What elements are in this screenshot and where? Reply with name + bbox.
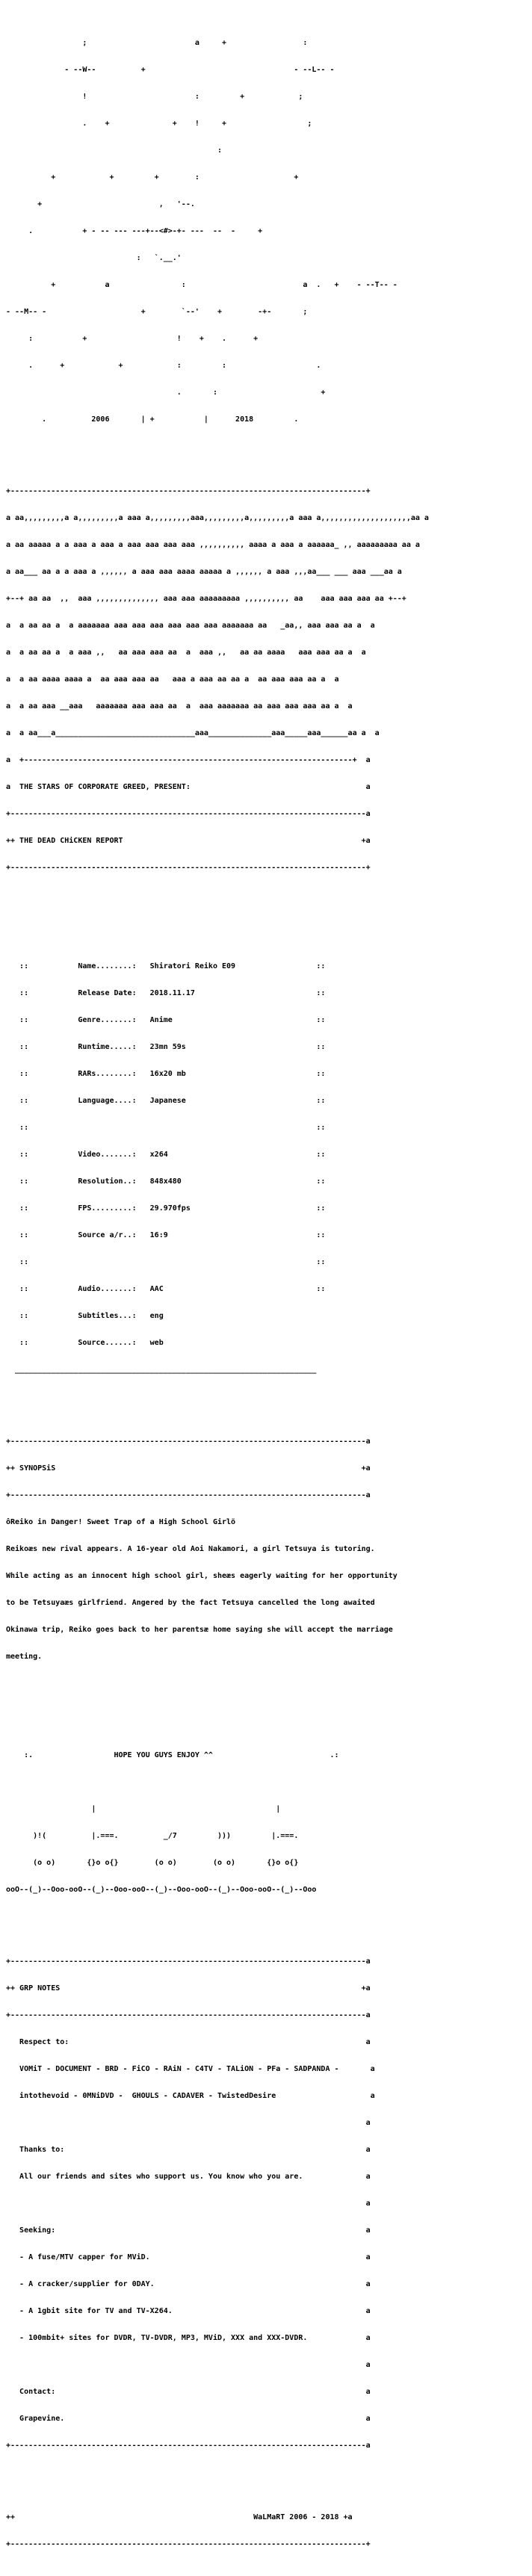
info-row: :: ::: [6, 1258, 326, 1266]
enjoy-line: [6, 1778, 429, 1787]
section-border: +-------------------------------------------------------------------------------a: [6, 1491, 371, 1499]
header-art-line: ! : + ;: [6, 93, 303, 101]
header-art-line: + + + : +: [6, 173, 299, 182]
header-art-line: + a : a . + - --T-- -: [6, 281, 398, 289]
logo-line: a a aa aa a a aaaaaaa aaa aaa aaa aaa aaa aaa aaaaaaa aa _aa,, aaa aaa aa a a: [6, 622, 375, 630]
logo-line: +-------------------------------------------------------------------------------+: [6, 487, 371, 495]
header-art-years: . 2006 | + | 2018 .: [6, 415, 299, 424]
notes-line: a: [6, 2119, 371, 2127]
logo-line: a a aa aa a a aaa ,, aa aaa aaa aa a aaa ,, aa aa aaaa aaa aaa aa a a: [6, 648, 366, 657]
notes-line: Seeking: a: [6, 2226, 371, 2235]
group-logo: [6, 469, 429, 891]
info-divider: ___________________________________________________________________: [6, 1366, 317, 1374]
synopsis-line: While acting as an innocent high school girl, sheæs eagerly waiting for her opportunity: [6, 1572, 398, 1580]
logo-line: a a aa___a_______________________________aaa______________aaa_____aaa______aa a a: [6, 729, 380, 737]
grp-notes-section: [6, 1939, 429, 2468]
info-row: :: FPS.........: 29.970fps ::: [6, 1204, 326, 1213]
synopsis-heading: ++ SYNOPSiS +a: [6, 1464, 371, 1473]
section-border: +-------------------------------------------------------------------------------a: [6, 2442, 371, 2450]
header-art-line: ; a + :: [6, 39, 308, 47]
report-title: ++ THE DEAD CHiCKEN REPORT +a: [6, 837, 371, 845]
enjoy-message: :. HOPE YOU GUYS ENJOY ^^ .:: [6, 1751, 339, 1759]
header-art-line: - --M-- - + `--' + -+- ;: [6, 308, 308, 316]
footer-credit: ++ WaLMaRT 2006 - 2018 +a: [6, 2513, 353, 2521]
info-row: :: Language....: Japanese ::: [6, 1097, 326, 1105]
synopsis-line: meeting.: [6, 1653, 43, 1661]
info-row: :: Source......: web: [6, 1339, 164, 1347]
synopsis-section: [6, 1419, 429, 1679]
section-border: +-------------------------------------------------------------------------------a: [6, 2011, 371, 2019]
info-row: :: Source a/r..: 16:9 ::: [6, 1231, 326, 1239]
header-art-line: - --W-- + - --L-- -: [6, 66, 335, 74]
info-row: :: Release Date: 2018.11.17 ::: [6, 989, 326, 997]
info-row: :: ::: [6, 1124, 326, 1132]
notes-line: Grapevine. a: [6, 2415, 371, 2423]
notes-line: All our friends and sites who support us. You know who you are. a: [6, 2173, 371, 2181]
faces-art: ooO--(_)--Ooo-ooO--(_)--Ooo-ooO--(_)--Ooo-ooO--(_)--Ooo-ooO--(_)--Ooo: [6, 1886, 317, 1894]
info-row: :: Runtime.....: 23mn 59s ::: [6, 1043, 326, 1051]
header-art-line: . + + ! + ;: [6, 120, 312, 128]
section-border: +-------------------------------------------------------------------------------a: [6, 1437, 371, 1446]
nfo-document: [6, 3, 429, 2576]
enjoy-line: [6, 1724, 429, 1733]
notes-line: VOMiT - DOCUMENT - BRD - FiCO - RAiN - C4TV - TALiON - PFa - SADPANDA - a: [6, 2065, 375, 2073]
header-art-line: : `.__.': [6, 254, 182, 262]
synopsis-line: to be Tetsuyaæs girlfriend. Angered by the fact Tetsuya cancelled the long awaited: [6, 1599, 375, 1607]
header-art-line: . : +: [6, 388, 326, 397]
section-border: +-------------------------------------------------------------------------------a: [6, 1957, 371, 1966]
notes-line: Contact: a: [6, 2388, 371, 2396]
header-art-line: . + + : : .: [6, 362, 321, 370]
header-art-line: : + ! + . +: [6, 335, 259, 343]
info-row: :: Name........: Shiratori Reiko E09 ::: [6, 962, 326, 970]
info-row: :: Video.......: x264 ::: [6, 1151, 326, 1159]
logo-line: a a aa aaa __aaa aaaaaaa aaa aaa aa a aaa aaaaaaa aa aaa aaa aaa aa a a: [6, 702, 353, 710]
grp-notes-heading: ++ GRP NOTES +a: [6, 1984, 371, 1993]
notes-line: intothevoid - 0MNiDVD - GHOULS - CADAVER - TwistedDesire a: [6, 2092, 375, 2100]
footer-border: +-------------------------------------------------------------------------------+: [6, 2540, 371, 2548]
notes-line: Respect to: a: [6, 2038, 371, 2046]
enjoy-section: [6, 1706, 429, 1913]
logo-line: +-------------------------------------------------------------------------------+: [6, 864, 371, 872]
notes-line: - A fuse/MTV capper for MViD. a: [6, 2253, 371, 2261]
header-art: [6, 21, 429, 442]
notes-line: Thanks to: a: [6, 2146, 371, 2154]
info-row: :: Audio.......: AAC ::: [6, 1285, 326, 1293]
release-info: [6, 917, 429, 1393]
synopsis-line: Reikoæs new rival appears. A 16-year old Aoi Nakamori, a girl Tetsuya is tutoring.: [6, 1545, 375, 1553]
notes-line: a: [6, 2361, 371, 2369]
header-art-line: + , '--.: [6, 200, 195, 208]
logo-line: a +-------------------------------------------------------------------------+ a: [6, 756, 371, 764]
notes-line: a: [6, 2199, 371, 2208]
faces-art: | |: [6, 1805, 281, 1813]
logo-line: a a aa aaaa aaaa a aa aaa aaa aa aaa a aaa aa aa a aa aaa aaa aa a a: [6, 675, 339, 684]
notes-line: - 100mbit+ sites for DVDR, TV-DVDR, MP3, MViD, XXX and XXX-DVDR. a: [6, 2334, 371, 2342]
logo-line: +-------------------------------------------------------------------------------a: [6, 810, 371, 818]
header-art-line: :: [6, 146, 222, 155]
logo-line: a aa___ aa a a aaa a ,,,,,, a aaa aaa aaaa aaaaa a ,,,,,, a aaa ,,,aa___ ___ aaa ___aa a: [6, 568, 402, 576]
logo-line: +--+ aa aa ,, aaa ,,,,,,,,,,,,,, aaa aaa aaaaaaaaa ,,,,,,,,,, aa aaa aaa aaa aa +--+: [6, 595, 406, 603]
info-row: :: Resolution..: 848x480 ::: [6, 1177, 326, 1186]
synopsis-line: ôReiko in Danger! Sweet Trap of a High School Girlö: [6, 1518, 236, 1526]
info-row: :: Subtitles...: eng: [6, 1312, 164, 1320]
synopsis-line: Okinawa trip, Reiko goes back to her parentsæ home saying she will accept the marriage: [6, 1626, 393, 1634]
footer: [6, 2495, 429, 2567]
info-row: [6, 935, 429, 944]
header-art-line: . + - -- --- ---+--<#>-+- --- -- - +: [6, 227, 263, 235]
logo-line: a aa,,,,,,,,,a a,,,,,,,,,a aaa a,,,,,,,,,aaa,,,,,,,,,a,,,,,,,,,a aaa a,,,,,,,,,,,,,,,,,,,,aa a: [6, 514, 429, 522]
info-row: :: RARs........: 16x20 mb ::: [6, 1070, 326, 1078]
presents-line: a THE STARS OF CORPORATE GREED, PRESENT: a: [6, 783, 371, 791]
faces-art: (o o) {}o o{} (o o) (o o) {}o o{}: [6, 1859, 299, 1867]
notes-line: - A 1gbit site for TV and TV-X264. a: [6, 2307, 371, 2315]
notes-line: - A cracker/supplier for 0DAY. a: [6, 2280, 371, 2288]
faces-art: )!( |.===. _/7 ))) |.===.: [6, 1832, 299, 1840]
info-row: :: Genre.......: Anime ::: [6, 1016, 326, 1024]
logo-line: a aa aaaaa a a aaa a aaa a aaa aaa aaa aaa ,,,,,,,,,, aaaa a aaa a aaaaaa_ ,, aaaaaaaaa aa a: [6, 541, 420, 549]
